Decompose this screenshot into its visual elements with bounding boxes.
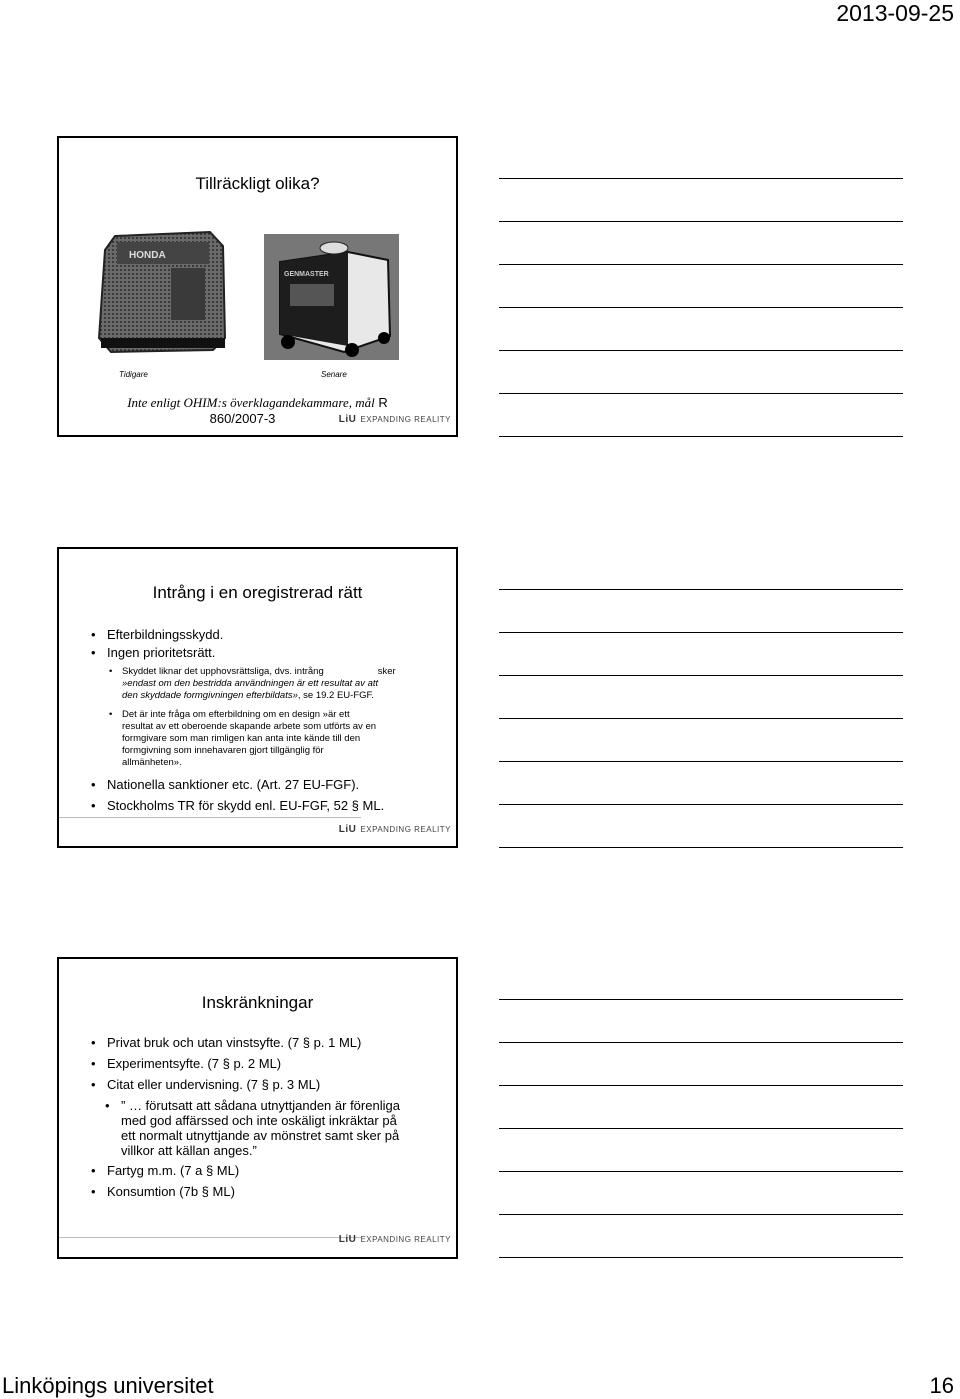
- caption-left: Tidigare: [119, 370, 148, 379]
- bullet-item: • Nationella sanktioner etc. (Art. 27 EU-FGF).: [91, 777, 360, 792]
- bullet-item: • Efterbildningsskydd.: [91, 627, 224, 642]
- bullet-item: • Stockholms TR för skydd enl. EU-FGF, 52 § ML.: [91, 798, 385, 813]
- liu-logo: [339, 414, 451, 425]
- header-date: 2013-09-25: [836, 0, 954, 26]
- liu-tagline: EXPANDING REALITY: [360, 415, 451, 424]
- citation-italic: Inte enligt OHIM:s överklagandekammare, mål: [127, 395, 375, 410]
- quote-bullet: • ” … förutsatt att sådana utnyttjanden är förenliga med god affärssed och inte oskäligt inkräktar på ett normalt utnyttjande av mönstret samt sker på villkor att källan anges.”: [105, 1098, 400, 1158]
- sub-bullet-item: • Det är inte fråga om efterbildning om en design »är ett resultat av ett oberoende skapande arbete som utförts av en formgivare som man rimligen kan anta inte kände till den formgivning som innehavaren gjort tillgänglig för allmänheten».: [109, 709, 377, 768]
- bullet-item: • Citat eller undervisning. (7 § p. 3 ML): [91, 1077, 321, 1092]
- liu-mark: LiU: [338, 1234, 357, 1245]
- honda-label: HONDA: [129, 250, 166, 261]
- generator-image-genmaster: [264, 234, 399, 360]
- footer-organization: Linköpings universitet: [2, 1373, 214, 1398]
- slide-title: Tillräckligt olika?: [195, 174, 320, 193]
- slide-2: [57, 547, 458, 848]
- bullet-item: • Fartyg m.m. (7 a § ML): [91, 1163, 240, 1178]
- slide-rule: [59, 1237, 361, 1238]
- genmaster-label: GENMASTER: [284, 271, 329, 278]
- bullet-item: • Konsumtion (7b § ML): [91, 1184, 235, 1199]
- sub-bullet-item: • Skyddet liknar det upphovsrättsliga, dvs. intrång sker »endast om den bestridda användningen är ett resultat av att den skyddade formgivningen efterbildats», se 19.2 EU-FGF.: [109, 666, 396, 701]
- slide-rule: [59, 817, 361, 818]
- bullet-item: • Ingen prioritetsrätt.: [91, 645, 216, 660]
- liu-mark: LiU: [338, 414, 357, 425]
- slide-title: Inskränkningar: [201, 993, 314, 1012]
- generator-image-honda: [95, 228, 230, 355]
- liu-logo: [339, 824, 451, 835]
- bullet-item: • Privat bruk och utan vinstsyfte. (7 § p. 1 ML): [91, 1035, 362, 1050]
- page-number: 16: [929, 1373, 954, 1398]
- liu-logo: [339, 1234, 451, 1245]
- liu-tagline: EXPANDING REALITY: [360, 825, 451, 834]
- bullet-item: • Experimentsyfte. (7 § p. 2 ML): [91, 1056, 282, 1071]
- caption-right: Senare: [321, 370, 347, 379]
- liu-mark: LiU: [338, 824, 357, 835]
- citation-r: R: [378, 395, 388, 410]
- slide-1: [57, 136, 458, 437]
- citation-number: 860/2007-3: [209, 411, 276, 426]
- slide-title: Intrång i en oregistrerad rätt: [152, 583, 363, 602]
- liu-tagline: EXPANDING REALITY: [360, 1235, 451, 1244]
- slide-3: [57, 957, 458, 1259]
